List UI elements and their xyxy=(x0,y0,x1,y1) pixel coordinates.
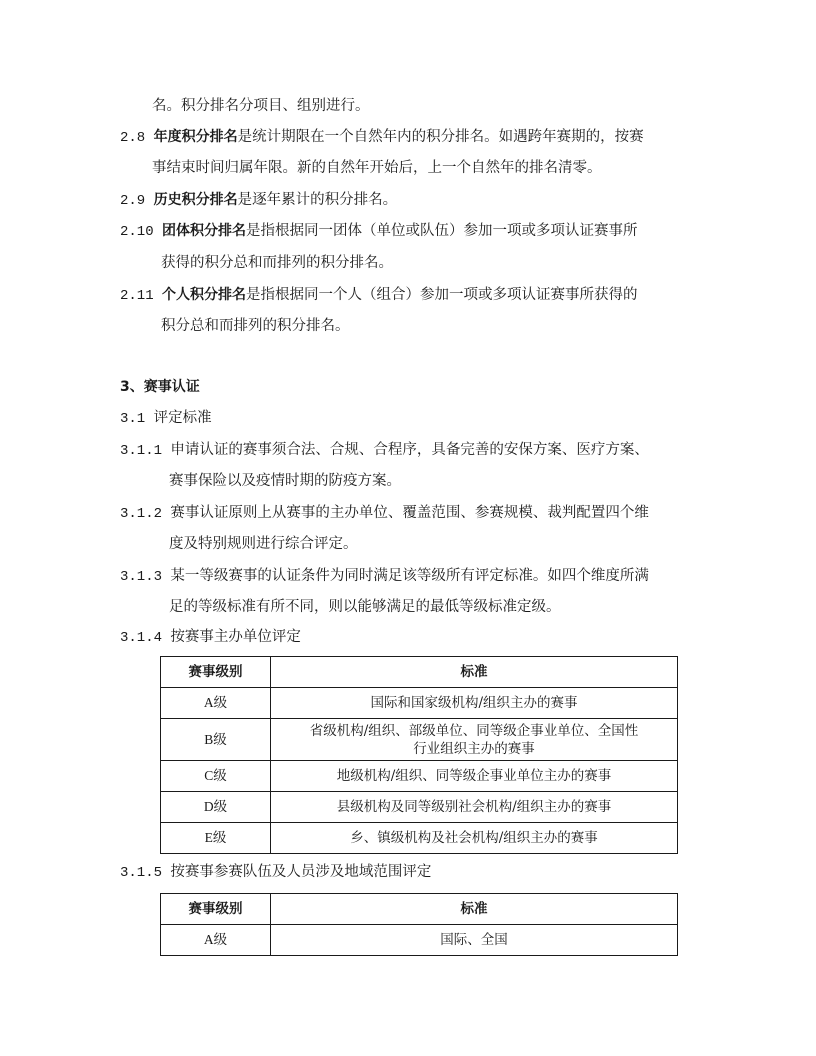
header-standard: 标准 xyxy=(271,894,678,925)
defined-term: 团体积分排名 xyxy=(162,223,247,239)
clause-3-1-3: 3.1.3 某一等级赛事的认证条件为同时满足该等级所有评定标准。如四个维度所满 xyxy=(120,568,649,585)
standard-cell: 乡、镇级机构及社会机构/组织主办的赛事 xyxy=(271,823,678,854)
definition-2-8: 2.8 年度积分排名是统计期限在一个自然年内的积分排名。如遇跨年赛期的，按赛 xyxy=(120,129,644,146)
table-header-row xyxy=(161,657,678,688)
table-row xyxy=(161,761,678,792)
definition-2-10-cont: 获得的积分总和而排列的积分排名。 xyxy=(161,255,393,271)
level-cell: D级 xyxy=(161,792,271,823)
header-level: 赛事级别 xyxy=(161,894,271,925)
clause-3-1-2: 3.1.2 赛事认证原则上从赛事的主办单位、覆盖范围、参赛规模、裁判配置四个维 xyxy=(120,505,649,522)
clause-number: 2.9 xyxy=(120,193,154,209)
standard-cell: 国际、全国 xyxy=(271,925,678,956)
header-level: 赛事级别 xyxy=(161,657,271,688)
definition-2-11-cont: 积分总和而排列的积分排名。 xyxy=(161,318,350,334)
standard-cell: 国际和国家级机构/组织主办的赛事 xyxy=(271,688,678,719)
level-cell: B级 xyxy=(161,719,271,761)
defined-term: 年度积分排名 xyxy=(153,129,238,145)
definition-2-9: 2.9 历史积分排名是逐年累计的积分排名。 xyxy=(120,192,398,209)
clause-number: 3.1.2 xyxy=(120,506,171,522)
header-standard: 标准 xyxy=(271,657,678,688)
table-row xyxy=(161,925,678,956)
clause-3-1-5: 3.1.5 按赛事参赛队伍及人员涉及地域范围评定 xyxy=(120,864,432,881)
clause-number: 3.1 xyxy=(120,411,154,427)
clause-number: 3.1.5 xyxy=(120,865,171,881)
level-cell: A级 xyxy=(161,688,271,719)
table-row xyxy=(161,719,678,761)
standard-cell: 地级机构/组织、同等级企事业单位主办的赛事 xyxy=(271,761,678,792)
region-level-table xyxy=(160,893,678,956)
clause-3-1-2-cont: 度及特别规则进行综合评定。 xyxy=(169,536,358,552)
definition-2-11: 2.11 个人积分排名是指根据同一个人（组合）参加一项或多项认证赛事所获得的 xyxy=(120,287,638,304)
definition-2-10: 2.10 团体积分排名是指根据同一团体（单位或队伍）参加一项或多项认证赛事所 xyxy=(120,223,638,240)
clause-number: 3.1.3 xyxy=(120,569,171,585)
table-row xyxy=(161,792,678,823)
level-cell: C级 xyxy=(161,761,271,792)
table-row xyxy=(161,823,678,854)
table-row xyxy=(161,688,678,719)
clause-number: 2.8 xyxy=(120,130,154,146)
clause-number: 3.1.4 xyxy=(120,630,171,646)
paragraph-continuation: 名。积分排名分项目、组别进行。 xyxy=(152,98,370,114)
table-header-row xyxy=(161,894,678,925)
clause-number: 2.10 xyxy=(120,224,163,240)
standard-cell: 省级机构/组织、部级单位、同等级企事业单位、全国性 行业组织主办的赛事 xyxy=(271,719,678,761)
clause-3-1-1-cont: 赛事保险以及疫情时期的防疫方案。 xyxy=(169,473,401,489)
organizer-level-table xyxy=(160,656,678,854)
clause-number: 3.1.1 xyxy=(120,443,171,459)
clause-number: 2.11 xyxy=(120,288,163,304)
standard-cell: 县级机构及同等级别社会机构/组织主办的赛事 xyxy=(271,792,678,823)
level-cell: A级 xyxy=(161,925,271,956)
section-heading: 3、赛事认证 xyxy=(120,379,200,395)
clause-3-1-3-cont: 足的等级标准有所不同，则以能够满足的最低等级标准定级。 xyxy=(169,599,561,615)
defined-term: 个人积分排名 xyxy=(162,287,247,303)
level-cell: E级 xyxy=(161,823,271,854)
clause-3-1-1: 3.1.1 申请认证的赛事须合法、合规、合程序，具备完善的安保方案、医疗方案、 xyxy=(120,442,649,459)
definition-2-8-cont: 事结束时间归属年限。新的自然年开始后，上一个自然年的排名清零。 xyxy=(152,160,602,176)
subsection-3-1: 3.1 评定标准 xyxy=(120,410,212,427)
defined-term: 历史积分排名 xyxy=(153,192,238,208)
clause-3-1-4: 3.1.4 按赛事主办单位评定 xyxy=(120,629,301,646)
